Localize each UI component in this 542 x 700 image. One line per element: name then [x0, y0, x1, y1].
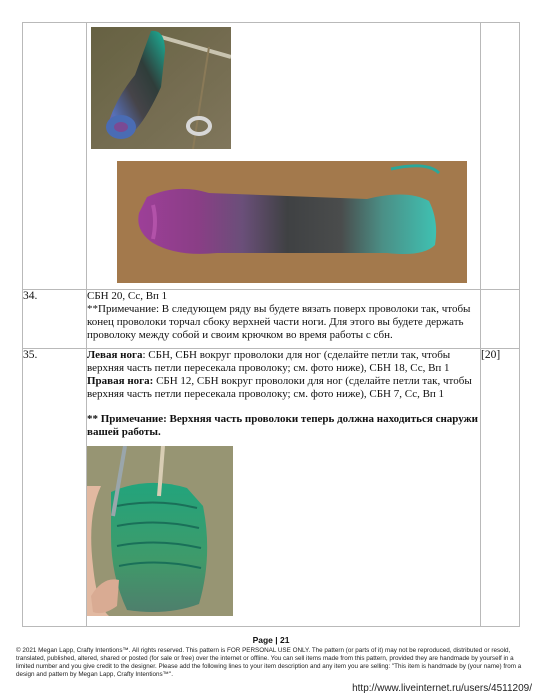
photo-row	[23, 23, 520, 290]
photo-finished-leg	[117, 161, 467, 283]
photo-wire-through-stitches	[87, 446, 233, 616]
row-34-stitches: СБН 20, Сс, Вп 1	[87, 290, 168, 302]
left-leg-label: Левая нога	[87, 349, 143, 361]
photo-row-content-cell	[87, 23, 481, 290]
row-34	[23, 290, 520, 349]
row-35-stitch-count: [20]	[481, 349, 520, 627]
page-footer	[10, 635, 532, 679]
left-leg-text: : СБН, СБН вокруг проволоки для ног (сделайте петли так, чтобы верхняя часть петли пересекала проволоку; см. фото ниже), СБН 18, Сс, Вп 1	[87, 349, 451, 374]
right-leg-instruction	[87, 375, 480, 401]
photo-leg-with-wire-ring	[91, 27, 231, 149]
pattern-table	[22, 22, 520, 627]
row-35	[23, 349, 520, 627]
row-34-note: **Примечание: В следующем ряду вы будете вязать поверх проволоки так, чтобы конец проволоки торчал сбоку верхней части ноги. Для этого вы будете держать проволоку между собой и своим крючком во время работы с сбн.	[87, 303, 471, 341]
photo-row-number-cell	[23, 23, 87, 290]
left-leg-instruction	[87, 349, 480, 375]
row-35-instructions	[87, 349, 481, 627]
row-34-instructions	[87, 290, 481, 349]
copyright-notice: © 2021 Megan Lapp, Crafty Intentions™. All rights reserved. This pattern is FOR PERSONAL USE ONLY. The pattern (or parts of it) may not be reproduced, distributed or resold, translated, published, altered, shared or posted (for sale or free) over the internet or offline. You can sell items made from this pattern, provided they are handmade by yourself in a limited number and you give credit to the designer. Please add the following lines to your item description and any item you are selling: "This item is handmade by (your name) from a design and pattern by Megan Lapp, Crafty Intentions™".	[16, 647, 522, 678]
right-leg-text: СБН 12, СБН вокруг проволоки для ног (сделайте петли так, чтобы верхняя часть петли пересекала проволоку; см. фото ниже), СБН 7, Сс, Вп 1	[87, 375, 472, 400]
row-35-note: ** Примечание: Верхняя часть проволоки теперь должна находиться снаружи вашей работы.	[87, 413, 478, 438]
row-35-number: 35.	[23, 349, 87, 627]
watermark-url: http://www.liveinternet.ru/users/4511209/	[352, 683, 532, 694]
row-34-count-cell	[481, 290, 520, 349]
spacer	[87, 401, 480, 413]
page-number: Page | 21	[252, 635, 290, 645]
photo-row-count-cell	[481, 23, 520, 290]
row-34-number: 34.	[23, 290, 87, 349]
right-leg-label: Правая нога:	[87, 375, 154, 387]
